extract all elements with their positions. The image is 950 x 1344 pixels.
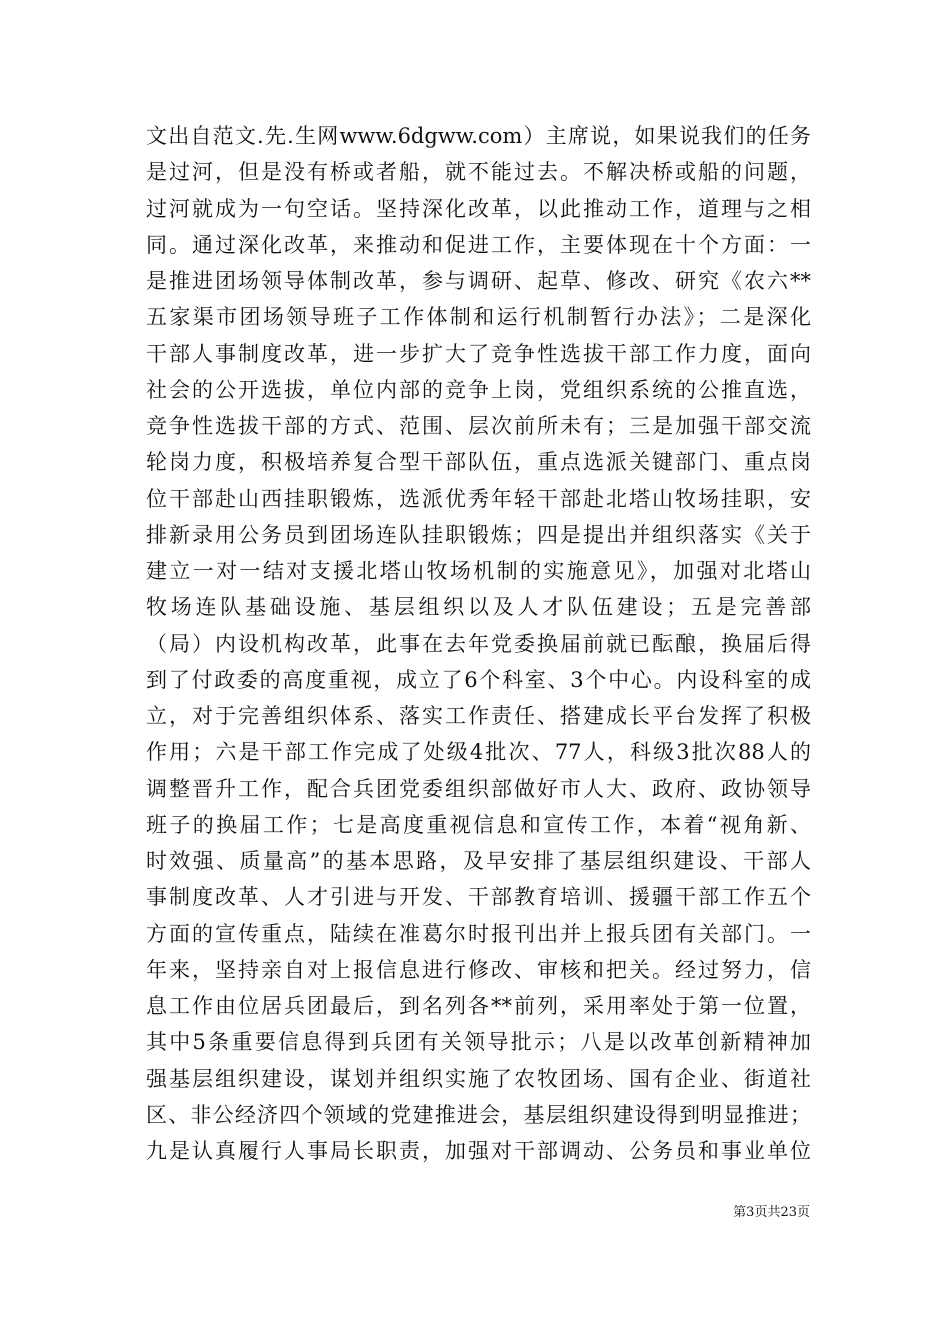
text-line-7: 干部人事制度改革，进一步扩大了竞争性选拔干部工作力度，面向 [146,341,811,366]
text-line-19: 调整晋升工作，配合兵团党委组织部做好市人大、政府、政协领导 [146,776,811,801]
text-line-22: 事制度改革、人才引进与开发、干部教育培训、援疆干部工作五个 [146,885,811,910]
text-line-16: 到了付政委的高度重视，成立了6个科室、3个中心。内设科室的成 [146,667,811,692]
text-line-14: 牧场连队基础设施、基层组织以及人才队伍建设；五是完善部 [146,595,811,620]
text-line-9: 竞争性选拔干部的方式、范围、层次前所未有；三是加强干部交流 [146,414,811,438]
text-line-15: （局）内设机构改革，此事在去年党委换届前就已酝酿，换届后得 [146,631,811,656]
text-line-23: 方面的宣传重点，陆续在准葛尔时报刊出并上报兵团有关部门。一 [146,921,811,946]
text-line-21: 时效强、质量高”的基本思路，及早安排了基层组织建设、干部人 [146,849,811,873]
text-line-8: 社会的公开选拔，单位内部的竞争上岗，党组织系统的公推直选， [146,377,811,402]
page-number: 第3页共23页 [733,1205,810,1220]
text-line-1: 文出自范文.先.生网www.6dgww.com）主席说，如果说我们的任务 [146,124,811,148]
text-line-12: 排新录用公务员到团场连队挂职锻炼；四是提出并组织落实《关于 [146,522,811,547]
text-line-5: 是推进团场领导体制改革，参与调研、起草、修改、研究《农六** [146,269,811,293]
text-line-6: 五家渠市团场领导班子工作体制和运行机制暂行办法》；二是深化 [146,305,811,330]
text-line-24: 年来，坚持亲自对上报信息进行修改、审核和把关。经过努力，信 [146,957,811,982]
text-line-17: 立，对于完善组织体系、落实工作责任、搭建成长平台发挥了积极 [146,704,811,728]
text-line-28: 区、非公经济四个领域的党建推进会，基层组织建设得到明显推进； [146,1102,811,1127]
body-text [146,118,811,1169]
text-line-2: 是过河，但是没有桥或者船，就不能过去。不解决桥或船的问题， [146,160,811,185]
text-line-25: 息工作由位居兵团最后，到名列各**前列，采用率处于第一位置， [146,994,811,1018]
text-line-4: 同。通过深化改革，来推动和促进工作，主要体现在十个方面：一 [146,232,811,257]
text-line-26: 其中5条重要信息得到兵团有关领导批示；八是以改革创新精神加 [146,1030,811,1055]
text-line-27: 强基层组织建设，谋划并组织实施了农牧团场、国有企业、街道社 [146,1066,811,1091]
text-line-13: 建立一对一结对支援北塔山牧场机制的实施意见》，加强对北塔山 [146,559,811,583]
text-line-10: 轮岗力度，积极培养复合型干部队伍，重点选派关键部门、重点岗 [146,450,811,475]
text-line-18: 作用；六是干部工作完成了处级4批次、77人，科级3批次88人的 [146,740,811,765]
text-line-11: 位干部赴山西挂职锻炼，选派优秀年轻干部赴北塔山牧场挂职，安 [146,486,811,511]
text-line-20: 班子的换届工作；七是高度重视信息和宣传工作，本着“视角新、 [146,812,811,837]
text-line-3: 过河就成为一句空话。坚持深化改革，以此推动工作，道理与之相 [146,196,811,221]
text-line-29: 九是认真履行人事局长职责，加强对干部调动、公务员和事业单位 [146,1139,811,1163]
